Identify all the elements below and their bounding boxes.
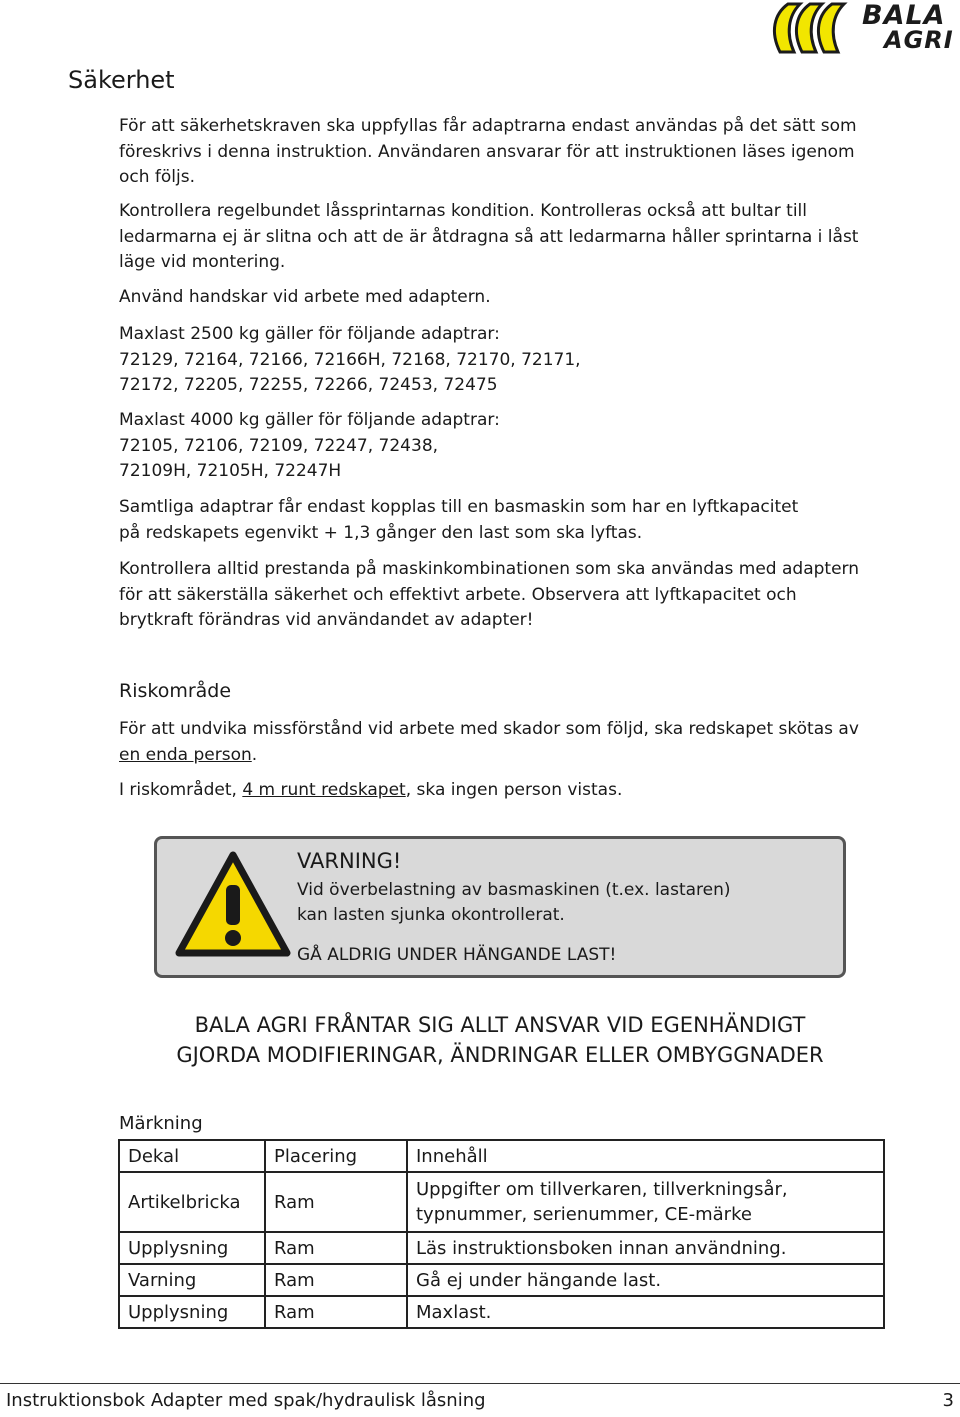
paragraph-lift-capacity [119,495,899,546]
underlined-text: en enda person [119,744,252,765]
disclaimer [0,1010,960,1070]
table-header-cell: Innehåll [407,1140,884,1172]
paragraph-gloves [119,285,899,311]
table-cell: Ram [265,1264,407,1296]
paragraph-performance [119,557,899,634]
footer-divider [0,1383,960,1384]
table-cell: Ram [265,1232,407,1264]
warning-box [154,836,846,978]
warning-triangle-icon [175,851,291,959]
logo-stripes-icon [766,2,866,54]
paragraph-maxlast-2500 [119,322,899,399]
text-line: 72172, 72205, 72255, 72266, 72453, 72475 [119,375,498,395]
text-line: Samtliga adaptrar får endast kopplas till en basmaskin som har en lyftkapacitet [119,497,799,517]
text-line: 72129, 72164, 72166, 72166H, 72168, 72170, 72171, [119,349,581,370]
table-row [119,1264,884,1296]
logo-line2: AGRI [884,26,954,54]
text-line: föreskrivs i denna instruktion. Användaren ansvarar för att instruktionen läses igenom [119,141,855,162]
warning-line: GÅ ALDRIG UNDER HÄNGANDE LAST! [297,945,617,965]
text-line: Kontrollera alltid prestanda på maskinkombinationen som ska användas med adaptern [119,559,859,579]
paragraph-risk-2 [119,778,899,804]
disclaimer-line: BALA AGRI FRÅNTAR SIG ALLT ANSVAR VID EGENHÄNDIGT [194,1013,806,1037]
text-line: 72109H, 72105H, 72247H [119,461,342,481]
text-line: Använd handskar vid arbete med adaptern. [119,287,491,307]
table-cell: Artikelbricka [119,1172,265,1232]
paragraph-risk-1 [119,717,899,768]
table-header-cell: Placering [265,1140,407,1172]
table-cell: Gå ej under hängande last. [407,1264,884,1296]
table-row [119,1232,884,1264]
text-line: brytkraft förändras vid användandet av adapter! [119,610,534,630]
text-line: Kontrollera regelbundet låssprintarnas kondition. Kontrolleras också att bultar till [119,201,807,221]
text-line: på redskapets egenvikt + 1,3 gånger den last som ska lyftas. [119,522,643,543]
cell-line: Uppgifter om tillverkaren, tillverkningsår, [416,1179,788,1200]
table-row [119,1172,884,1232]
table-cell: Upplysning [119,1296,265,1328]
table-cell: Ram [265,1296,407,1328]
text-line: och följs. [119,167,196,187]
underlined-text: 4 m runt redskapet [242,780,406,800]
paragraph-maxlast-4000 [119,408,899,485]
text-line: en enda person. [119,744,258,765]
warning-title: VARNING! [297,849,402,873]
text-line: ledarmarna ej är slitna och att de är åtdragna så att ledarmarna håller sprintarna i låst [119,226,859,247]
marking-heading: Märkning [119,1113,203,1134]
text-line: för att säkerställa säkerhet och effektivt arbete. Observera att lyftkapacitet och [119,584,797,605]
logo-line1: BALA [862,0,946,31]
warning-line: kan lasten sjunka okontrollerat. [297,905,565,925]
bala-agri-logo [766,2,960,54]
table-row [119,1296,884,1328]
text-line: läge vid montering. [119,252,286,272]
table-cell: Upplysning [119,1232,265,1264]
disclaimer-line: GJORDA MODIFIERINGAR, ÄNDRINGAR ELLER OMBYGGNADER [176,1043,824,1067]
risk-heading: Riskområde [119,680,232,702]
text-line: Maxlast 2500 kg gäller för följande adaptrar: [119,324,500,344]
table-cell: Läs instruktionsboken innan användning. [407,1232,884,1264]
marking-table [118,1139,885,1329]
text-line: 72105, 72106, 72109, 72247, 72438, [119,435,439,456]
table-cell [407,1172,884,1232]
text-line: För att undvika missförstånd vid arbete med skador som följd, ska redskapet skötas av [119,719,859,739]
table-cell: Varning [119,1264,265,1296]
text-line: I riskområdet, 4 m runt redskapet, ska ingen person vistas. [119,780,623,800]
footer-title: Instruktionsbok Adapter med spak/hydraulisk låsning [6,1390,486,1411]
paragraph-lock-pins [119,199,899,276]
text-line: För att säkerhetskraven ska uppfyllas får adaptrarna endast användas på det sätt som [119,116,857,136]
cell-line: typnummer, serienummer, CE-märke [416,1204,752,1225]
table-cell: Maxlast. [407,1296,884,1328]
table-header-row [119,1140,884,1172]
table-cell: Ram [265,1172,407,1232]
page-number: 3 [942,1390,954,1411]
table-header-cell: Dekal [119,1140,265,1172]
warning-line: Vid överbelastning av basmaskinen (t.ex. lastaren) [297,880,731,900]
paragraph-safety-intro [119,114,899,191]
text-line: Maxlast 4000 kg gäller för följande adaptrar: [119,410,500,430]
page-title: Säkerhet [68,66,175,94]
